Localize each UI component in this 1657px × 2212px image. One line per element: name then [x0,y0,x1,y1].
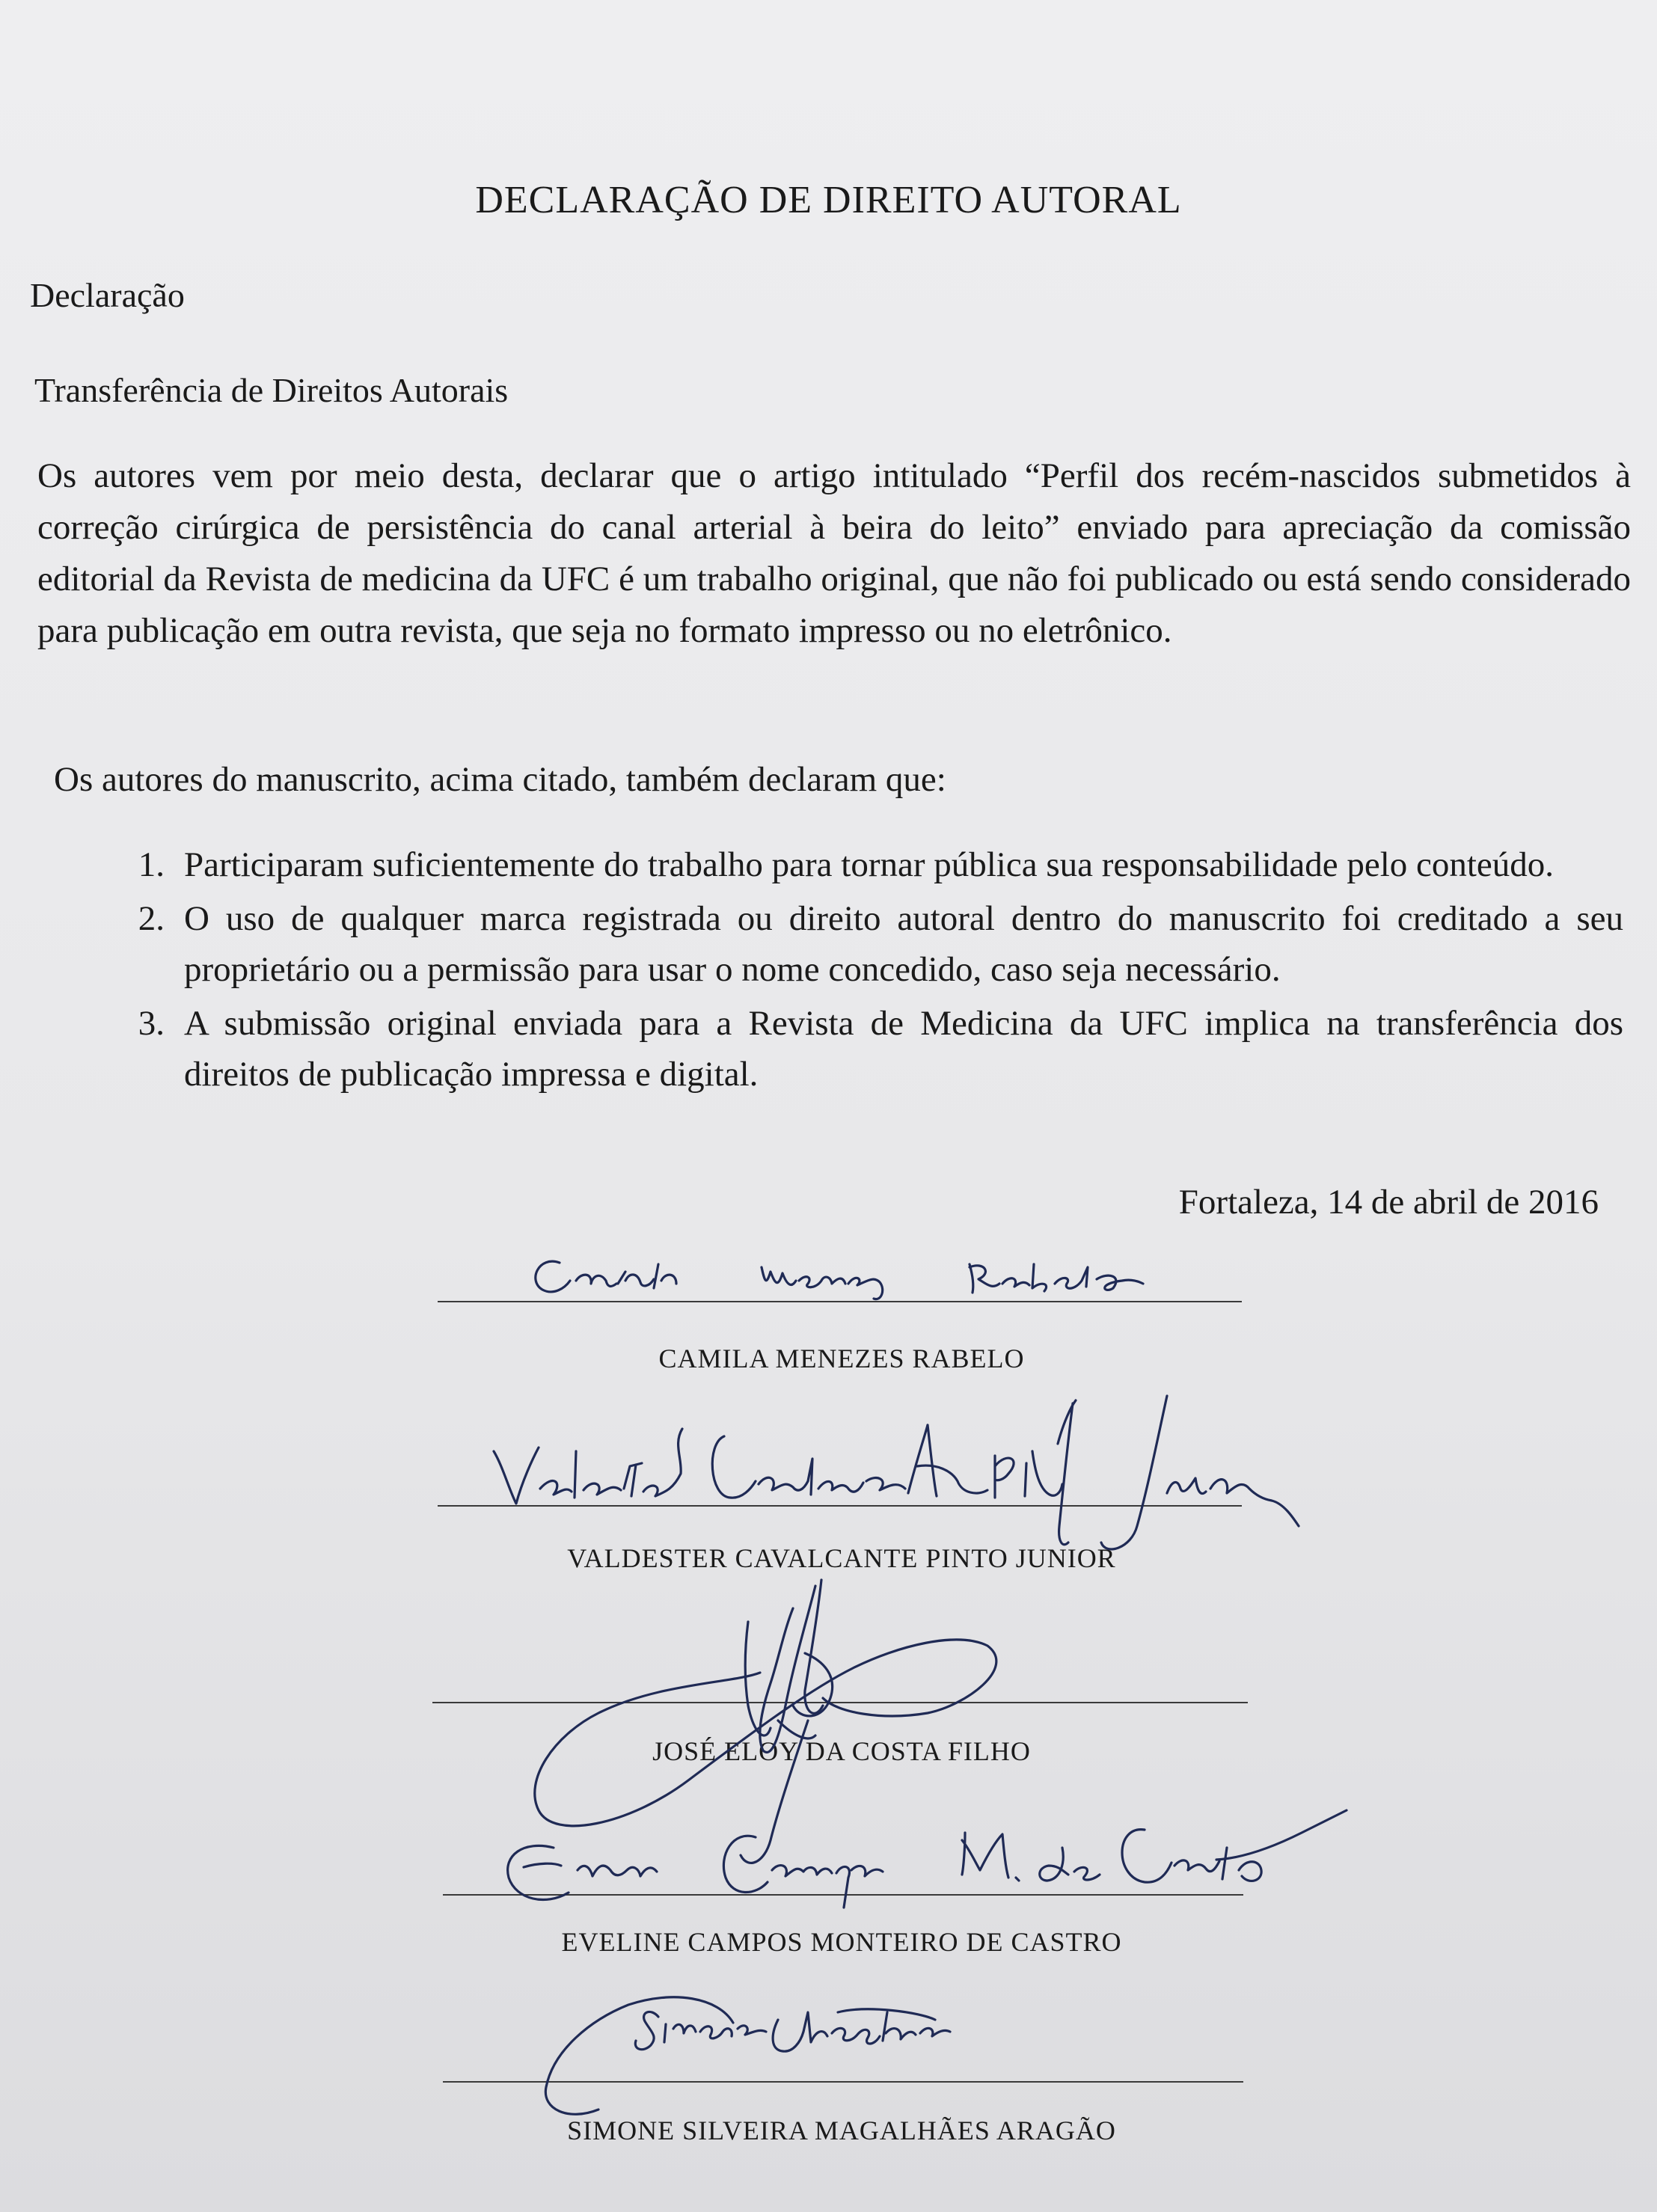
list-item-number: 1. [138,845,165,884]
signatory-name-2: VALDESTER CAVALCANTE PINTO JUNIOR [567,1543,1116,1573]
list-item-text: A submissão original enviada para a Revista de Medicina da UFC implica na transferência dos direitos de publicação impressa e digital. [184,1004,1623,1094]
signature-line-3 [432,1702,1248,1703]
list-item [112,893,1623,995]
list-item-number: 3. [138,1004,165,1043]
section-heading-declaracao: Declaração [30,276,185,314]
signatory-name-1: CAMILA MENEZES RABELO [658,1344,1025,1373]
declaration-list [112,839,1623,1103]
list-item-number: 2. [138,899,165,938]
signatory-name-3: JOSÉ ELOY DA COSTA FILHO [652,1736,1031,1766]
signature-valdester [494,1396,1299,1549]
list-item-text: Participaram suficientemente do trabalho para tornar pública sua responsabilidade pelo conteúdo. [184,845,1555,884]
body-paragraph: Os autores vem por meio desta, declarar que o artigo intitulado “Perfil dos recém-nascidos submetidos à correção cirúrgica de persistência do canal arterial à beira do leito” enviado para apreciação da comissão editorial da Revista de medicina da UFC é um trabalho original, que não foi publicado ou está sendo considerado para publicação em outra revista, que seja no formato impresso ou no eletrônico. [37,456,1631,650]
section-heading-transferencia: Transferência de Direitos Autorais [34,371,509,409]
signatory-name-4: EVELINE CAMPOS MONTEIRO DE CASTRO [561,1927,1122,1957]
document-title: DECLARAÇÃO DE DIREITO AUTORAL [475,179,1182,221]
list-intro: Os autores do manuscrito, acima citado, também declaram que: [54,760,946,799]
signature-eveline [508,1810,1347,1908]
list-item [112,839,1623,890]
signature-camila [536,1261,1143,1299]
signature-line-2 [438,1505,1242,1507]
signature-line-5 [443,2081,1243,2083]
signatory-name-5: SIMONE SILVEIRA MAGALHÃES ARAGÃO [567,2116,1116,2145]
place-date: Fortaleza, 14 de abril de 2016 [1178,1183,1599,1222]
signature-simone [545,1997,950,2115]
list-item [112,998,1623,1100]
signature-jose-eloy [535,1580,996,1863]
signature-line-1 [438,1301,1242,1302]
list-item-text: O uso de qualquer marca registrada ou direito autoral dentro do manuscrito foi creditado a seu proprietário ou a permissão para usar o nome concedido, caso seja necessário. [184,899,1623,989]
signature-line-4 [443,1894,1243,1896]
